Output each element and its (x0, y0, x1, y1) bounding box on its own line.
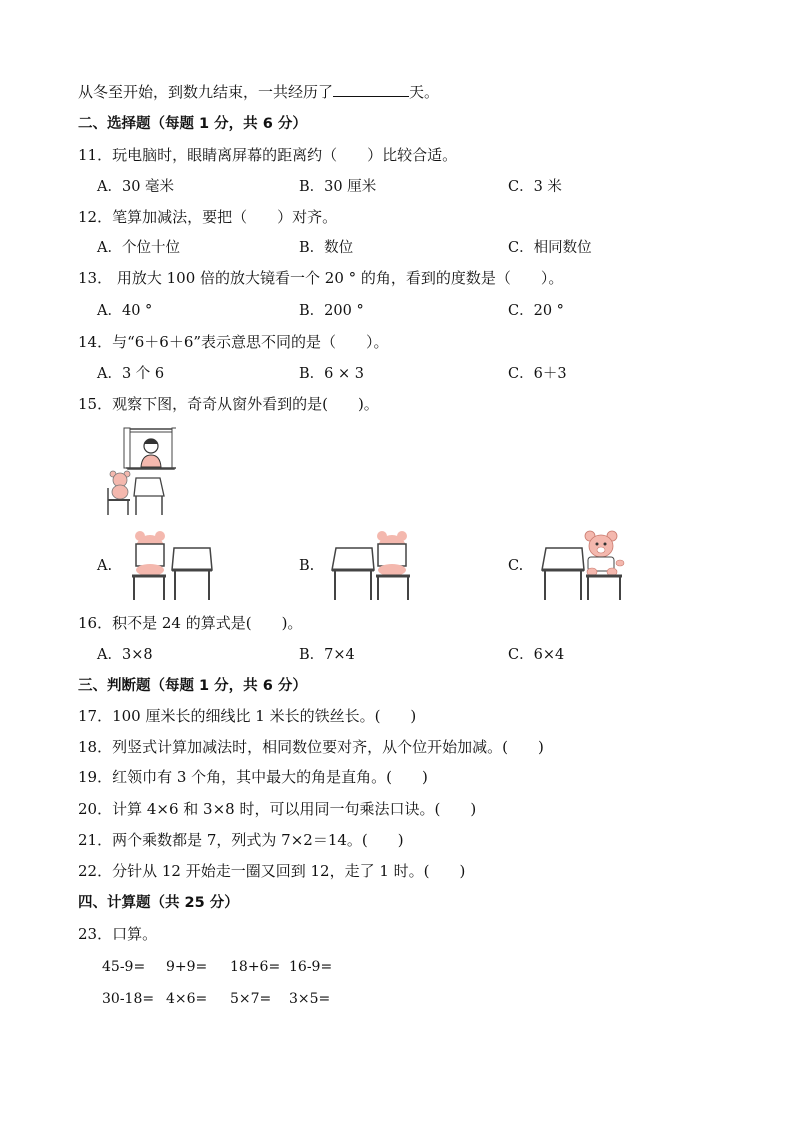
mental-item: 4×6= (166, 991, 208, 1007)
q13-option-b[interactable]: B．200 ° (299, 303, 364, 319)
q14-option-b[interactable]: B．6 × 3 (299, 366, 364, 382)
q11-option-a[interactable]: A．30 毫米 (97, 179, 175, 195)
q15-option-b-figure[interactable] (330, 530, 416, 602)
question-text-end: 天。 (409, 83, 440, 101)
section-heading-choice: 二、选择题（每题 1 分，共 6 分） (78, 116, 307, 132)
question-22: 22．分针从 12 开始走一圈又回到 12，走了 1 时。( ) (78, 862, 466, 880)
q15-option-a-label[interactable]: A. (97, 558, 113, 574)
q16-option-b[interactable]: B．7×4 (299, 647, 355, 663)
question-16: 16．积不是 24 的算式是( )。 (78, 614, 303, 632)
question-19: 19．红领巾有 3 个角，其中最大的角是直角。( ) (78, 768, 428, 786)
reference-scene-figure (104, 426, 176, 518)
question-18: 18．列竖式计算加减法时，相同数位要对齐，从个位开始加减。( ) (78, 738, 544, 756)
q16-option-a[interactable]: A．3×8 (97, 647, 153, 663)
q13-option-a[interactable]: A．40 ° (97, 303, 153, 319)
mental-item: 5×7= (230, 991, 272, 1007)
mental-item: 45-9= (102, 959, 146, 975)
mental-item: 16-9= (289, 959, 333, 975)
question-14: 14．与“6＋6＋6”表示意思不同的是（ ）。 (78, 333, 389, 351)
question-15: 15．观察下图，奇奇从窗外看到的是( )。 (78, 395, 379, 413)
question-21: 21．两个乘数都是 7，列式为 7×2＝14。( ) (78, 831, 404, 849)
question-13: 13． 用放大 100 倍的放大镜看一个 20 ° 的角，看到的度数是（ ）。 (78, 269, 564, 287)
q15-option-c-figure[interactable] (540, 530, 626, 602)
q11-option-b[interactable]: B．30 厘米 (299, 179, 377, 195)
mental-item: 3×5= (289, 991, 331, 1007)
q14-option-c[interactable]: C．6＋3 (508, 366, 567, 382)
mental-item: 30-18= (102, 991, 155, 1007)
bear-icon (110, 471, 130, 499)
q13-option-c[interactable]: C．20 ° (508, 303, 564, 319)
table-icon (134, 478, 164, 515)
fill-in-question (78, 82, 439, 102)
question-23: 23．口算。 (78, 925, 158, 943)
mental-item: 9+9= (166, 959, 208, 975)
q15-option-c-label[interactable]: C. (508, 558, 524, 574)
q12-option-b[interactable]: B．数位 (299, 240, 354, 256)
question-11: 11．玩电脑时，眼睛离屏幕的距离约（ ）比较合适。 (78, 146, 458, 164)
q12-option-c[interactable]: C．相同数位 (508, 240, 592, 256)
q14-option-a[interactable]: A．3 个 6 (97, 366, 165, 382)
mental-item: 18+6= (230, 959, 281, 975)
question-20: 20．计算 4×6 和 3×8 时，可以用同一句乘法口诀。( ) (78, 800, 477, 818)
answer-blank[interactable] (333, 82, 409, 97)
q12-option-a[interactable]: A．个位十位 (97, 240, 180, 256)
question-17: 17．100 厘米长的细线比 1 米长的铁丝长。( ) (78, 707, 417, 725)
q15-option-a-figure[interactable] (126, 530, 216, 602)
q15-option-b-label[interactable]: B. (299, 558, 315, 574)
section-heading-calc: 四、计算题（共 25 分） (78, 895, 239, 911)
question-12: 12．笔算加减法，要把（ ）对齐。 (78, 208, 338, 226)
question-text: 从冬至开始，到数九结束，一共经历了 (78, 83, 334, 101)
q16-option-c[interactable]: C．6×4 (508, 647, 565, 663)
section-heading-judge: 三、判断题（每题 1 分，共 6 分） (78, 678, 307, 694)
q11-option-c[interactable]: C．3 米 (508, 179, 562, 195)
